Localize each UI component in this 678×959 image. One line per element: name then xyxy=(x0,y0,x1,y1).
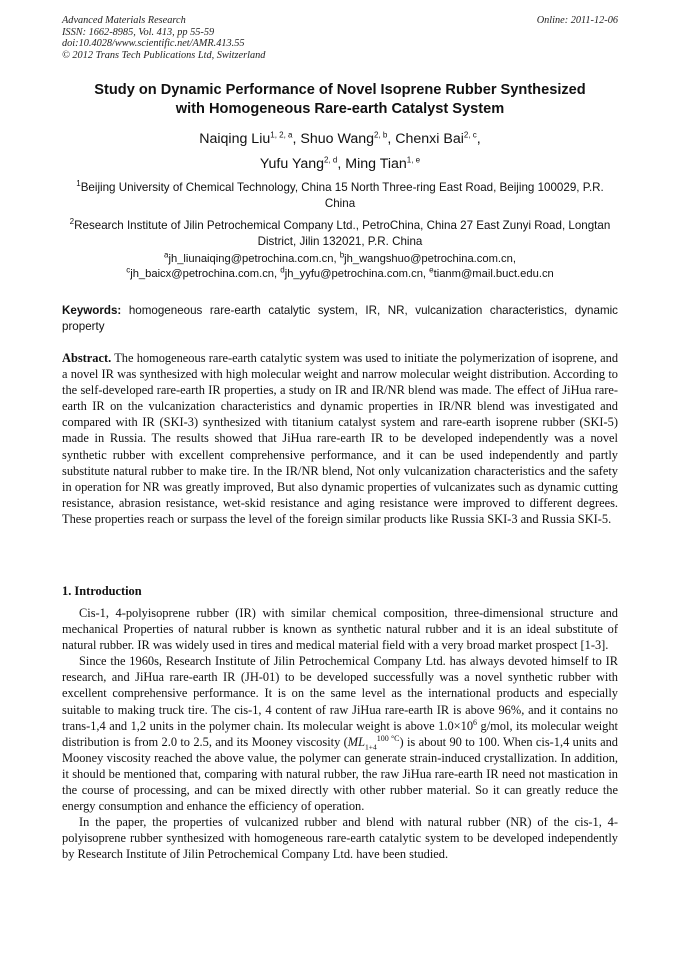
author-name: Yufu Yang xyxy=(259,155,325,172)
email-line-1 xyxy=(62,252,618,267)
online-date: Online: 2011-12-06 xyxy=(536,15,618,26)
keywords-label: Keywords: xyxy=(62,304,122,317)
abstract-text: The homogeneous rare-earth catalytic system was used to initiate the polymerization of isoprene, and a novel IR was synthesized with high molecular weight and narrow molecular weight distribution. According to the self-developed rare-earth IR properties, a study on IR and IR/NR blend was made. The effect of JiHua rare-earth IR on the vulcanization characteristics and dynamic properties in IR/NR blend was investigated and compared with IR (SKI-3) synthesized with titanium catalyst system and rare-earth isoprene rubber (SKI-5) made in Russia. The results showed that JiHua rare-earth IR to be developed independently was a novel synthetic rubber with excellent comprehensive performance, and it can be used independently and partly substitute natural rubber to make tire. In the IR/NR blend, Not only vulcanization characteristics and the safety in operation for NR was greatly improved, But also dynamic properties of vulcanizates such as dynamic cutting resistance, abrasion resistance, wet-skid resistance and aging resistance were improved to different degrees. These properties reach or surpass the level of the foreign similar products like Russia SKI-3 and Russia SKI-5. xyxy=(62,351,619,526)
author-separator: , xyxy=(292,131,301,147)
copyright-line: © 2012 Trans Tech Publications Ltd, Switzerland xyxy=(62,49,266,61)
email-line-2 xyxy=(62,264,618,282)
author-name: Naiqing Liu xyxy=(199,131,271,147)
section-body xyxy=(62,605,618,863)
paragraph-2-text-c: ) is about 90 to 100. When cis-1,4 units and Mooney viscosity reached the above value, the polymer can generate strain-induced crystallization. In addition, it should be mentioned that, comparing with natural rubber, the raw JiHua rare-earth IR need not mastication in the course of processing, and can be mixed directly with other rubber material. So it can greatly reduce the energy consumption and enhance the efficiency of operation. xyxy=(62,734,618,814)
section-heading: 1. Introduction xyxy=(62,584,142,598)
email-mark: a xyxy=(164,250,169,260)
affiliation-text: Research Institute of Jilin Petrochemical Company Ltd., PetroChina, China 27 East Zunyi Road, Longtan District, Jilin 132021, P.R. China xyxy=(74,219,611,248)
email-address[interactable]: jh_baicx@petrochina.com.cn xyxy=(130,267,275,280)
author-affiliation-mark: 2, d xyxy=(324,154,338,164)
paper-title xyxy=(62,81,618,119)
abstract-label: Abstract. xyxy=(62,351,112,365)
email-address[interactable]: jh_yyfu@petrochina.com.cn xyxy=(284,267,423,280)
email-address[interactable]: jh_liunaiqing@petrochina.com.cn xyxy=(168,253,334,265)
author-name: Ming Tian xyxy=(345,155,407,172)
affiliation-2 xyxy=(62,218,618,250)
author-affiliation-mark: 2, c xyxy=(463,130,477,140)
issn-line: ISSN: 1662-8985, Vol. 413, pp 55-59 xyxy=(62,26,215,38)
author-line-1 xyxy=(62,127,618,152)
email-separator: , xyxy=(512,253,516,265)
email-list xyxy=(62,252,618,281)
affiliation-1 xyxy=(62,180,618,212)
email-separator: , xyxy=(333,253,340,265)
paragraph-2-text-b: g/mol, its molecular weight distribution is from 2.0 to 2.5, and its Mooney viscosity ( xyxy=(62,718,619,749)
email-separator: , xyxy=(274,267,281,280)
exponent: 6 xyxy=(473,717,478,727)
journal-header xyxy=(62,15,618,61)
author-line-2 xyxy=(62,152,618,177)
author-name: Chenxi Bai xyxy=(395,131,464,147)
author-list xyxy=(62,127,618,176)
email-address[interactable]: jh_wangshuo@petrochina.com.cn xyxy=(344,253,513,265)
author-affiliation-mark: 2, b xyxy=(374,130,388,140)
doi-line: doi:10.4028/www.scientific.net/AMR.413.55 xyxy=(62,38,245,50)
title-line-2: with Homogeneous Rare-earth Catalyst System xyxy=(175,101,505,117)
author-name: Shuo Wang xyxy=(300,131,375,147)
email-mark: e xyxy=(429,264,434,274)
email-mark: c xyxy=(126,264,131,274)
email-separator: , xyxy=(422,267,430,280)
title-line-1: Study on Dynamic Performance of Novel Isoprene Rubber Synthesized xyxy=(94,82,586,98)
paragraph-3: In the paper, the properties of vulcanized rubber and blend with natural rubber (NR) of the cis-1, 4-polyisoprene rubber synthesized with homogeneous rare-earth catalytic system to be developed independently by Research Institute of Jilin Petrochemical Company Ltd. have been studied. xyxy=(62,815,618,862)
author-separator: , xyxy=(387,131,396,147)
author-separator: , xyxy=(476,131,481,147)
journal-name: Advanced Materials Research xyxy=(62,15,186,26)
abstract-block xyxy=(62,350,618,527)
author-separator: , xyxy=(337,155,346,172)
email-address[interactable]: tianm@mail.buct.edu.cn xyxy=(433,267,554,280)
paragraph-2-text-a: Since the 1960s, Research Institute of Jilin Petrochemical Company Ltd. has always devoted himself to IR research, and JiHua rare-earth IR (JH-01) to be developed successfully was a novel synthetic rubber with excellent comprehensive performance. It is on the same level as the international products and especially suitable to making truck tire. The cis-1, 4 content of raw JiHua rare-earth IR is above 96%, and it contains no trans-1,4 and 1,2 units in the polymer chain. Its molecular weight is above 1.0×10 xyxy=(62,654,618,733)
affiliation-number: 2 xyxy=(69,217,75,227)
mooney-symbol: ML xyxy=(347,734,365,749)
paragraph-2 xyxy=(62,653,618,814)
mooney-superscript: 100 °C xyxy=(376,733,400,743)
affiliation-text: Beijing University of Chemical Technology, China 15 North Three-ring East Road, Beijing 100029, P.R. China xyxy=(80,181,604,210)
affiliation-number: 1 xyxy=(76,179,81,189)
author-affiliation-mark: 1, e xyxy=(406,154,421,164)
mooney-subscript: 1+4 xyxy=(364,742,377,752)
email-mark: d xyxy=(280,264,285,274)
keywords-block xyxy=(62,303,618,335)
paragraph-1: Cis-1, 4-polyisoprene rubber (IR) with similar chemical composition, three-dimensional structure and mechanical Properties of natural rubber is known as synthetic natural rubber and it is an ideal substitute of natural rubber. IR was widely used in tires and medical material field with a very broad market prospect [1-3]. xyxy=(62,606,618,653)
email-mark: b xyxy=(339,250,345,260)
keywords-text: homogeneous rare-earth catalytic system, IR, NR, vulcanization characteristics, dynamic property xyxy=(62,304,618,333)
author-affiliation-mark: 1, 2, a xyxy=(270,130,293,140)
